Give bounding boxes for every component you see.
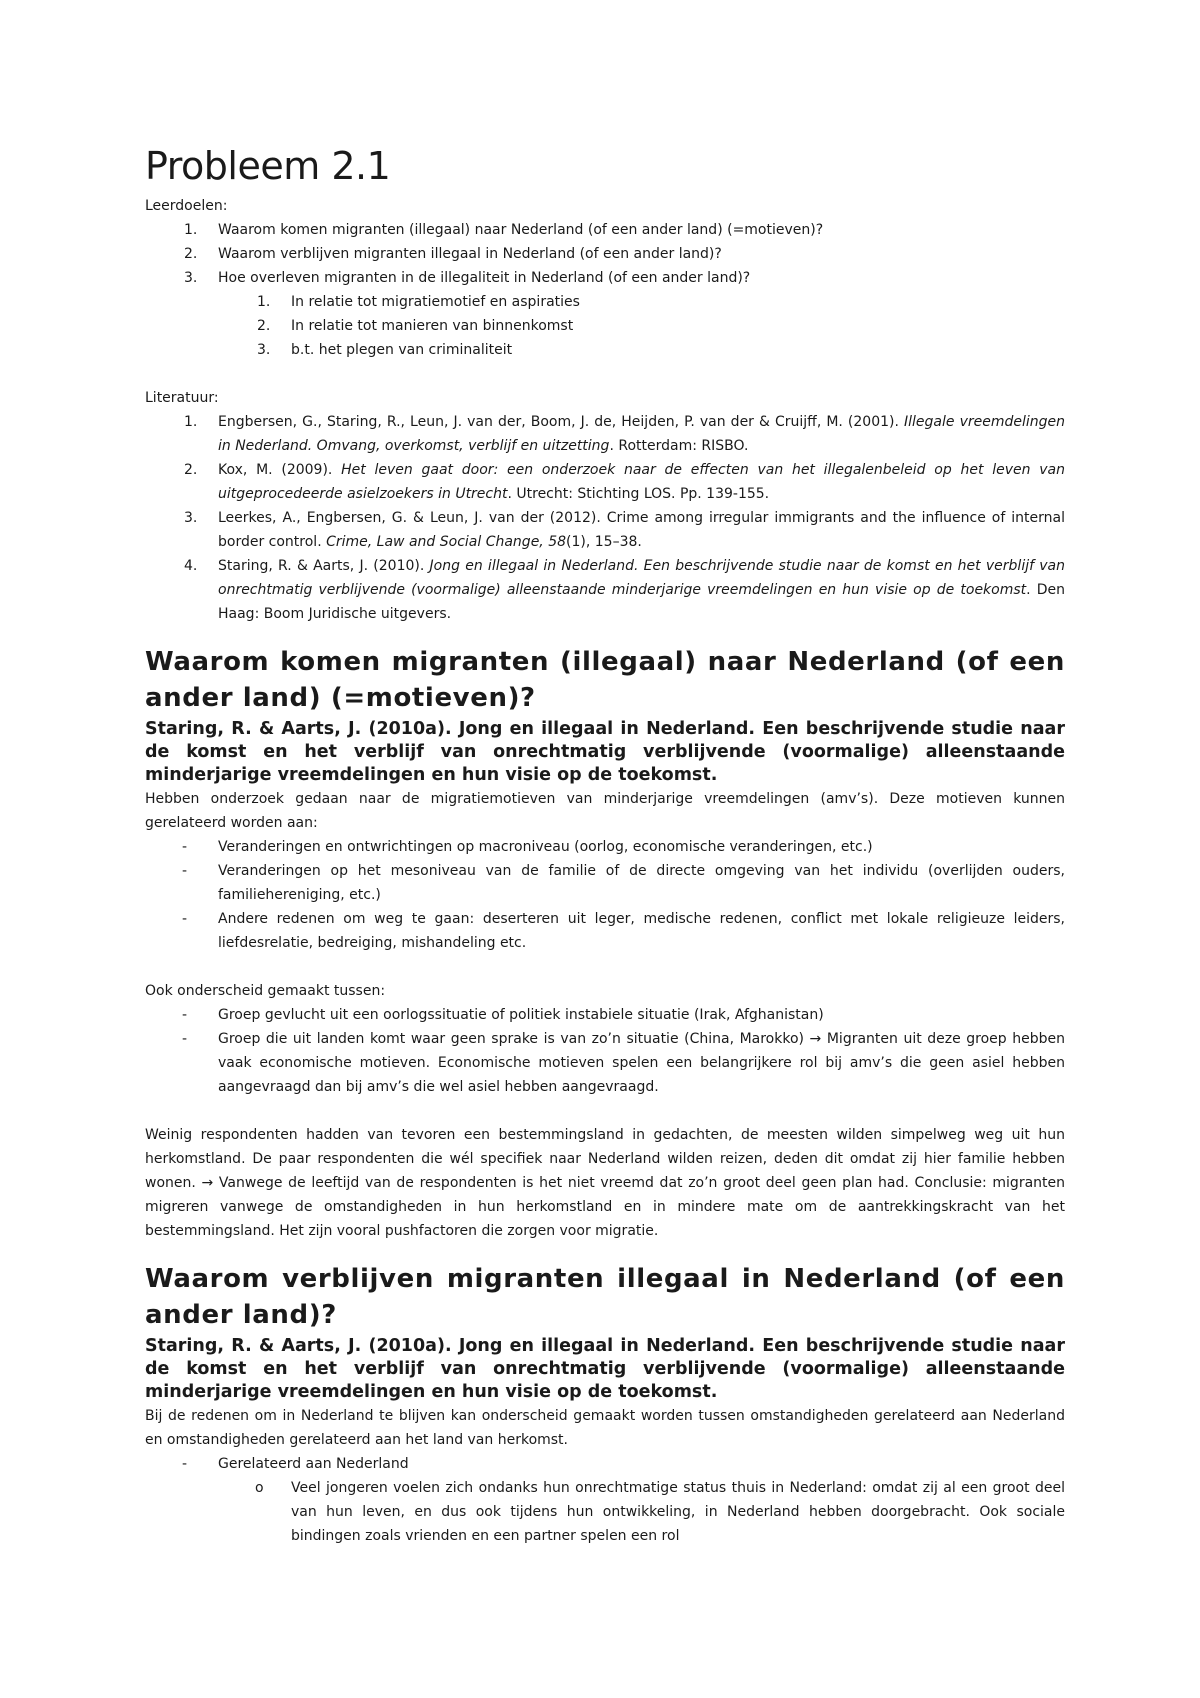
section1-conclusion: Weinig respondenten hadden van tevoren een bestemmingsland in gedachten, de meesten wilden simpelweg weg uit hun herkomstland. De paar respondenten die wél specifiek naar Nederland wilden reizen, deden dit omdat zij hier familie hebben wonen. → Vanwege de leeftijd van de respondenten is het niet vreemd dat zo’n groot deel geen plan had. Conclusie: migranten migreren vanwege de omstandigheden in hun herkomstland en in mindere mate om de aantrekkingskracht van het bestemmingsland. Het zijn vooral pushfactoren die zorgen voor migratie. [145, 1127, 1065, 1239]
leerdoelen-sublist [145, 290, 1065, 362]
list-item: - Veranderingen op het mesoniveau van de familie of de directe omgeving van het individu (overlijden ouders, familiehereniging, etc.) [182, 863, 1065, 903]
literatuur-label: Literatuur: [145, 390, 219, 406]
section2-subbullets [145, 1476, 1065, 1548]
reference-item: 1. Engbersen, G., Staring, R., Leun, J. van der, Boom, J. de, Heijden, P. van der & Cruijff, M. (2001). Illegale vreemdelingen in Nederland. Omvang, overkomst, verblijf en uitzetting. Rotterdam: RISBO. [184, 414, 1066, 454]
reference-item: 4. Staring, R. & Aarts, J. (2010). Jong en illegaal in Nederland. Een beschrijvende studie naar de komst en het verblijf van onrechtmatig verblijvende (voormalige) alleenstaande minderjarige vreemdelingen en hun visie op de toekomst. Den Haag: Boom Juridische uitgevers. [184, 558, 1066, 622]
literatuur-list [145, 410, 1065, 626]
section2-intro: Bij de redenen om in Nederland te blijven kan onderscheid gemaakt worden tussen omstandigheden gerelateerd aan Nederland en omstandigheden gerelateerd aan het land van herkomst. [145, 1408, 1065, 1448]
section1-bullets-1 [145, 835, 1065, 955]
list-item: - Andere redenen om weg te gaan: deserteren uit leger, medische redenen, conflict met lokale religieuze leiders, liefdesrelatie, bedreiging, mishandeling etc. [182, 911, 1065, 951]
list-item: - Groep die uit landen komt waar geen sprake is van zo’n situatie (China, Marokko) → Migranten uit deze groep hebben vaak economische motieven. Economische motieven spelen een belangrijkere rol bij amv’s die geen asiel hebben aangevraagd dan bij amv’s die wel asiel hebben aangevraagd. [182, 1031, 1065, 1095]
section2-subheading: Staring, R. & Aarts, J. (2010a). Jong en illegaal in Nederland. Een beschrijvende studie naar de komst en het verblijf van onrechtmatig verblijvende (voormalige) alleenstaande minderjarige vreemdelingen en hun visie op de toekomst. [145, 1336, 1065, 1402]
section1-intro: Hebben onderzoek gedaan naar de migratiemotieven van minderjarige vreemdelingen (amv’s). Deze motieven kunnen gerelateerd worden aan: [145, 791, 1065, 831]
list-item: - Gerelateerd aan Nederland [182, 1456, 409, 1472]
section1-onderscheid: Ook onderscheid gemaakt tussen: [145, 983, 386, 999]
document-content [145, 142, 1065, 1548]
section1-subheading: Staring, R. & Aarts, J. (2010a). Jong en illegaal in Nederland. Een beschrijvende studie naar de komst en het verblijf van onrechtmatig verblijvende (voormalige) alleenstaande minderjarige vreemdelingen en hun visie op de toekomst. [145, 719, 1065, 785]
list-item: 2. Waarom verblijven migranten illegaal in Nederland (of een ander land)? [184, 246, 722, 262]
leerdoelen-label: Leerdoelen: [145, 198, 228, 214]
page-title: Probleem 2.1 [145, 144, 391, 188]
leerdoelen-list [145, 218, 1065, 362]
reference-item: 2. Kox, M. (2009). Het leven gaat door: een onderzoek naar de effecten van het illegalenbeleid op het leven van uitgeprocedeerde asielzoekers in Utrecht. Utrecht: Stichting LOS. Pp. 139-155. [184, 462, 1065, 502]
reference-item: 3. Leerkes, A., Engbersen, G. & Leun, J. van der (2012). Crime among irregular immigrants and the influence of internal border control. Crime, Law and Social Change, 58(1), 15–38. [184, 510, 1065, 550]
list-item: - Groep gevlucht uit een oorlogssituatie of politiek instabiele situatie (Irak, Afghanistan) [182, 1007, 824, 1023]
list-item: 2. In relatie tot manieren van binnenkomst [257, 318, 574, 334]
section2-heading: Waarom verblijven migranten illegaal in Nederland (of een ander land)? [145, 1264, 1065, 1330]
list-item: 1. In relatie tot migratiemotief en aspiraties [257, 294, 580, 310]
section1-heading: Waarom komen migranten (illegaal) naar Nederland (of een ander land) (=motieven)? [145, 647, 1065, 713]
list-item: - Veranderingen en ontwrichtingen op macroniveau (oorlog, economische veranderingen, etc.) [182, 839, 873, 855]
section2-bullets [145, 1452, 1065, 1476]
list-item: o Veel jongeren voelen zich ondanks hun onrechtmatige status thuis in Nederland: omdat zij al een groot deel van hun leven, en dus ook tijdens hun ontwikkeling, in Nederland hebben doorgebracht. Ook sociale bindingen zoals vrienden en een partner spelen een rol [255, 1480, 1065, 1544]
list-item: 1. Waarom komen migranten (illegaal) naar Nederland (of een ander land) (=motieven)? [184, 222, 824, 238]
section1-bullets-2 [145, 1003, 1065, 1099]
list-item: 3. Hoe overleven migranten in de illegaliteit in Nederland (of een ander land)? 1. In relatie tot migratiemotief en aspiraties 2. In relatie tot manieren van binnenkomst 3. b.t. het plegen van criminaliteit [145, 266, 1065, 362]
list-item: 3. b.t. het plegen van criminaliteit [257, 342, 513, 358]
